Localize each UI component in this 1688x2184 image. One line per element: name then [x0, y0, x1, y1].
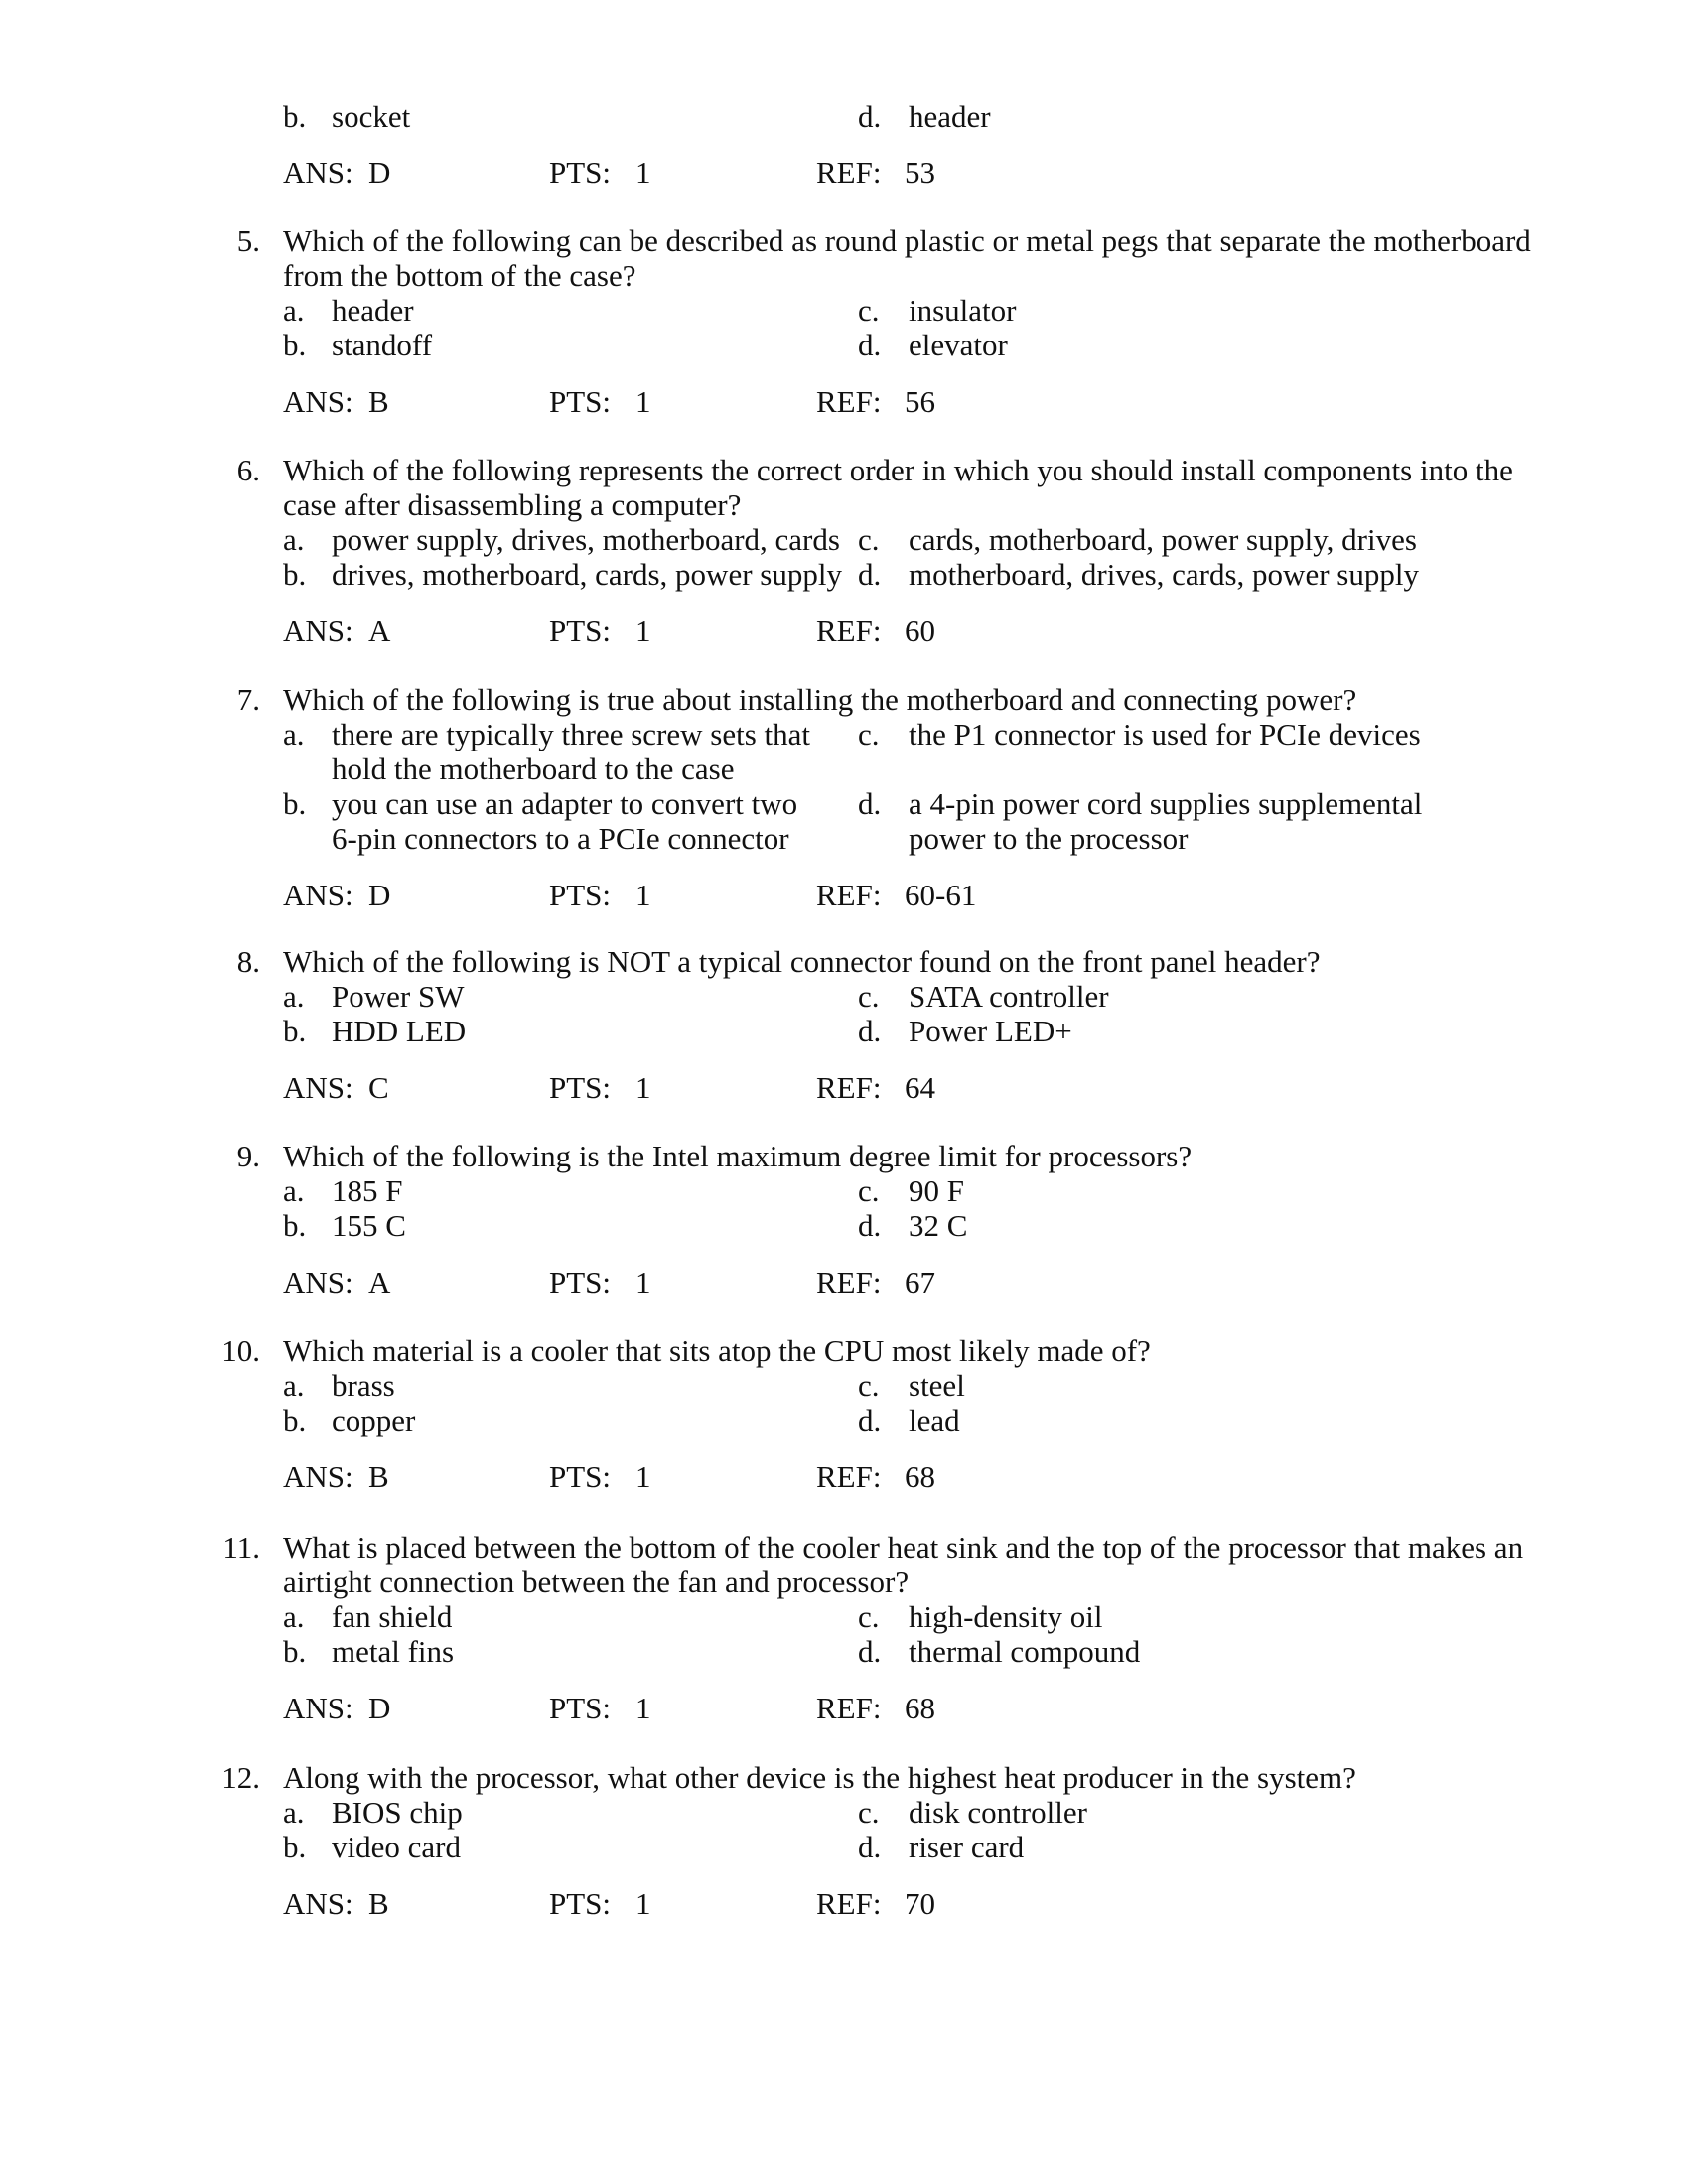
reference-label: REF:: [816, 1691, 882, 1725]
option-text: standoff: [332, 328, 433, 362]
option-text: riser card: [909, 1830, 1025, 1864]
option-label: d.: [858, 1208, 882, 1243]
option-label: b.: [283, 1403, 307, 1437]
option-label: a.: [283, 979, 305, 1014]
points-value: 1: [635, 1691, 651, 1725]
reference-label: REF:: [816, 1265, 882, 1299]
option-text: insulator: [909, 293, 1017, 328]
points-value: 1: [635, 1886, 651, 1921]
question-number: 11.: [222, 1530, 260, 1565]
option-label: d.: [858, 786, 882, 821]
option-text: Power SW: [332, 979, 465, 1014]
option-label: c.: [858, 717, 880, 751]
reference-value: 70: [905, 1886, 935, 1921]
question-number: 6.: [236, 453, 260, 487]
option-text: motherboard, drives, cards, power supply: [909, 557, 1419, 592]
option-label: c.: [858, 1368, 880, 1403]
option-text: there are typically three screw sets that: [332, 717, 810, 751]
reference-label: REF:: [816, 1070, 882, 1105]
points-label: PTS:: [549, 1886, 612, 1921]
option-label: d.: [858, 99, 882, 134]
option-text: 155 C: [332, 1208, 406, 1243]
option-label: d.: [858, 1830, 882, 1864]
question-text: Which of the following is the Intel maximum degree limit for processors?: [283, 1139, 1193, 1173]
answer-label: ANS:: [283, 155, 353, 190]
option-label: a.: [283, 1368, 305, 1403]
option-text: the P1 connector is used for PCIe devices: [909, 717, 1421, 751]
option-text: power to the processor: [909, 821, 1189, 856]
option-label: a.: [283, 1599, 305, 1634]
option-label: b.: [283, 328, 307, 362]
points-value: 1: [635, 155, 651, 190]
answer-label: ANS:: [283, 878, 353, 912]
question-text: Which of the following represents the correct order in which you should install components into the: [283, 453, 1513, 487]
answer-value: B: [368, 1886, 389, 1921]
option-label: a.: [283, 717, 305, 751]
option-text: brass: [332, 1368, 395, 1403]
option-label: d.: [858, 557, 882, 592]
option-label: d.: [858, 328, 882, 362]
option-text: 32 C: [909, 1208, 968, 1243]
answer-value: C: [368, 1070, 389, 1105]
points-label: PTS:: [549, 1265, 612, 1299]
question-number: 8.: [236, 944, 260, 979]
points-value: 1: [635, 878, 651, 912]
question-text: Which of the following can be described as round plastic or metal pegs that separate the motherboard: [283, 223, 1531, 258]
option-text: cards, motherboard, power supply, drives: [909, 522, 1417, 557]
points-value: 1: [635, 1070, 651, 1105]
question-number: 10.: [221, 1333, 260, 1368]
points-label: PTS:: [549, 878, 612, 912]
points-label: PTS:: [549, 384, 612, 419]
option-text: header: [332, 293, 414, 328]
question-text: Which of the following is NOT a typical connector found on the front panel header?: [283, 944, 1321, 979]
answer-value: A: [368, 614, 391, 648]
question-text: Along with the processor, what other device is the highest heat producer in the system?: [283, 1760, 1356, 1795]
answer-label: ANS:: [283, 1070, 353, 1105]
option-label: c.: [858, 1599, 880, 1634]
option-label: b.: [283, 1634, 307, 1669]
question-text: case after disassembling a computer?: [283, 487, 742, 522]
question-number: 12.: [221, 1760, 260, 1795]
option-text: drives, motherboard, cards, power supply: [332, 557, 842, 592]
answer-value: B: [368, 384, 389, 419]
option-label: d.: [858, 1403, 882, 1437]
option-text: elevator: [909, 328, 1008, 362]
answer-label: ANS:: [283, 1265, 353, 1299]
reference-label: REF:: [816, 384, 882, 419]
reference-value: 64: [905, 1070, 935, 1105]
question-text: What is placed between the bottom of the cooler heat sink and the top of the processor that makes an: [283, 1530, 1524, 1565]
reference-value: 56: [905, 384, 935, 419]
option-text: thermal compound: [909, 1634, 1141, 1669]
option-label: c.: [858, 1173, 880, 1208]
reference-value: 60: [905, 614, 935, 648]
answer-label: ANS:: [283, 614, 353, 648]
option-label: b.: [283, 557, 307, 592]
option-text: 90 F: [909, 1173, 964, 1208]
answer-value: B: [368, 1459, 389, 1494]
answer-value: D: [368, 878, 391, 912]
question-text: from the bottom of the case?: [283, 258, 636, 293]
points-label: PTS:: [549, 155, 612, 190]
reference-label: REF:: [816, 1459, 882, 1494]
option-label: b.: [283, 1014, 307, 1048]
question-text: airtight connection between the fan and processor?: [283, 1565, 910, 1599]
option-label: b.: [283, 786, 307, 821]
answer-label: ANS:: [283, 384, 353, 419]
option-text: copper: [332, 1403, 416, 1437]
answer-label: ANS:: [283, 1691, 353, 1725]
option-text: high-density oil: [909, 1599, 1103, 1634]
points-value: 1: [635, 1459, 651, 1494]
option-text: metal fins: [332, 1634, 455, 1669]
option-label: b.: [283, 1830, 307, 1864]
option-text: disk controller: [909, 1795, 1087, 1830]
option-text: SATA controller: [909, 979, 1109, 1014]
question-number: 5.: [236, 223, 260, 258]
answer-value: A: [368, 1265, 391, 1299]
reference-value: 68: [905, 1459, 935, 1494]
option-text: 6-pin connectors to a PCIe connector: [332, 821, 789, 856]
points-value: 1: [635, 384, 651, 419]
reference-label: REF:: [816, 1886, 882, 1921]
option-label: d.: [858, 1634, 882, 1669]
question-text: Which material is a cooler that sits atop the CPU most likely made of?: [283, 1333, 1151, 1368]
question-text: Which of the following is true about installing the motherboard and connecting power?: [283, 682, 1357, 717]
points-label: PTS:: [549, 614, 612, 648]
points-label: PTS:: [549, 1691, 612, 1725]
answer-label: ANS:: [283, 1886, 353, 1921]
question-number: 7.: [236, 682, 260, 717]
points-label: PTS:: [549, 1070, 612, 1105]
option-text: video card: [332, 1830, 461, 1864]
points-value: 1: [635, 614, 651, 648]
option-text: header: [909, 99, 991, 134]
reference-value: 60-61: [905, 878, 977, 912]
option-label: b.: [283, 1208, 307, 1243]
option-text: BIOS chip: [332, 1795, 463, 1830]
option-label: c.: [858, 979, 880, 1014]
answer-value: D: [368, 1691, 391, 1725]
option-text: steel: [909, 1368, 965, 1403]
option-text: a 4-pin power cord supplies supplemental: [909, 786, 1423, 821]
option-text: hold the motherboard to the case: [332, 751, 735, 786]
reference-value: 53: [905, 155, 935, 190]
answer-label: ANS:: [283, 1459, 353, 1494]
answer-value: D: [368, 155, 391, 190]
points-value: 1: [635, 1265, 651, 1299]
option-label: d.: [858, 1014, 882, 1048]
reference-label: REF:: [816, 155, 882, 190]
reference-label: REF:: [816, 614, 882, 648]
option-text: 185 F: [332, 1173, 403, 1208]
option-text: lead: [909, 1403, 960, 1437]
option-text: socket: [332, 99, 411, 134]
option-label: c.: [858, 1795, 880, 1830]
option-label: a.: [283, 1173, 305, 1208]
option-label: c.: [858, 522, 880, 557]
option-label: a.: [283, 293, 305, 328]
option-label: a.: [283, 522, 305, 557]
reference-value: 67: [905, 1265, 935, 1299]
points-label: PTS:: [549, 1459, 612, 1494]
option-label: b.: [283, 99, 307, 134]
question-number: 9.: [236, 1139, 260, 1173]
reference-label: REF:: [816, 878, 882, 912]
option-label: a.: [283, 1795, 305, 1830]
option-text: fan shield: [332, 1599, 453, 1634]
option-label: c.: [858, 293, 880, 328]
reference-value: 68: [905, 1691, 935, 1725]
option-text: HDD LED: [332, 1014, 467, 1048]
option-text: Power LED+: [909, 1014, 1072, 1048]
option-text: power supply, drives, motherboard, cards: [332, 522, 840, 557]
option-text: you can use an adapter to convert two: [332, 786, 798, 821]
